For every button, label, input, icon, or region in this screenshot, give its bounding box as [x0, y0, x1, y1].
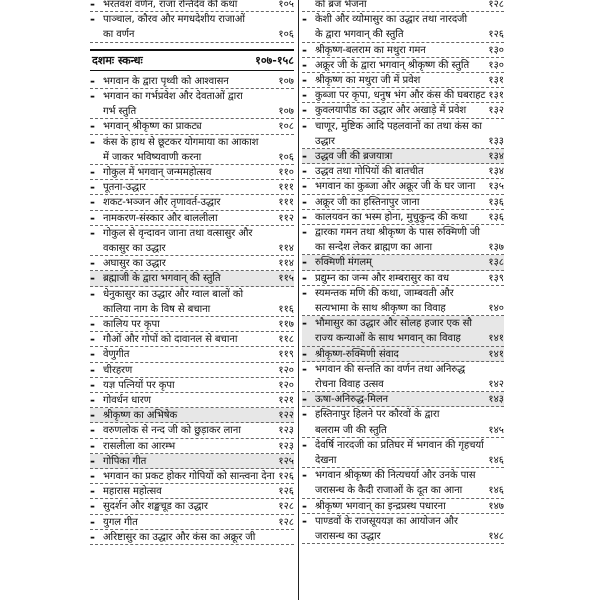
toc-entry-title: राज्य कन्याओं के साथ भगवान् का विवाह — [315, 333, 461, 345]
toc-entry[interactable] — [90, 195, 294, 210]
toc-entry-title: भगवान का प्रकट होकर गोपियों को सान्त्वना देना — [103, 471, 275, 482]
toc-entry-title: अरिष्टासुर का उद्धार और कंस का अक्रूर जी — [103, 531, 256, 543]
toc-page-number: १४० — [488, 302, 504, 314]
toc-entry[interactable] — [90, 393, 294, 408]
bullet-dash: - — [302, 57, 307, 72]
toc-entry-title: गोकुल से वृन्दावन जाना तथा वत्सासुर और — [103, 227, 253, 239]
toc-entry-title: का सन्देश लेकर ब्राह्मण का आना — [315, 242, 432, 254]
section-rule-bottom — [90, 70, 294, 71]
toc-page-number: १२२ — [278, 410, 294, 422]
bullet-dash: - — [90, 195, 95, 210]
section-page-range: १०७-१५८ — [255, 53, 294, 67]
bullet-dash: - — [302, 88, 307, 103]
toc-entry-title: अक्रूर जी के द्वारा भगवान् श्रीकृष्ण की स्तुति — [315, 59, 470, 71]
bullet-dash: - — [302, 498, 307, 513]
toc-entry-title: रोचना विवाह उत्सव — [315, 378, 384, 390]
toc-page-number: १३४ — [488, 151, 504, 162]
bullet-dash: - — [90, 453, 95, 468]
toc-entry[interactable] — [90, 499, 294, 514]
bullet-dash: - — [90, 73, 95, 88]
bullet-dash: - — [90, 89, 95, 103]
toc-entry[interactable] — [302, 407, 504, 437]
toc-entry[interactable] — [302, 88, 504, 103]
toc-entry-title: रासलीला का आरम्भ — [103, 440, 176, 452]
toc-entry[interactable] — [90, 12, 294, 42]
toc-page-number: १४७ — [488, 500, 504, 512]
toc-page-number: १२५ — [278, 455, 294, 467]
bullet-dash: - — [302, 285, 307, 300]
bullet-dash: - — [302, 407, 307, 422]
toc-entry-title: देखना — [315, 454, 337, 466]
toc-entry-title: स्यमन्तक मणि की कथा, जाम्बवती और — [315, 287, 454, 299]
toc-entry-title: श्रीकृष्ण का अभिषेक — [103, 410, 178, 422]
toc-page-number: १२६ — [488, 29, 504, 41]
toc-page-number: १२८ — [278, 501, 294, 513]
toc-page-number: १३६ — [488, 196, 504, 208]
toc-page-number: १४२ — [488, 378, 504, 390]
toc-page-number: १०७ — [278, 75, 294, 87]
bullet-dash: - — [90, 317, 95, 331]
bullet-dash: - — [90, 393, 95, 407]
bullet-dash: - — [90, 529, 95, 544]
toc-entry-title: भगवान् श्रीकृष्ण का प्राकट्य — [103, 121, 202, 133]
bullet-dash: - — [90, 499, 95, 514]
toc-entry-title: चाणूर, मुष्टिक आदि पहलवानों का तथा कंस का — [315, 120, 482, 132]
toc-entry[interactable] — [90, 135, 294, 165]
toc-page-number: १४८ — [488, 530, 504, 542]
toc-entry[interactable] — [302, 392, 504, 407]
bullet-dash: - — [302, 118, 307, 133]
toc-entry[interactable] — [302, 362, 504, 392]
toc-page-number: १११ — [278, 182, 294, 194]
toc-entry[interactable] — [90, 165, 294, 180]
section-heading — [90, 53, 294, 68]
toc-entry[interactable] — [90, 378, 294, 393]
toc-page-number: १४६ — [488, 485, 504, 497]
toc-entry[interactable] — [302, 271, 504, 286]
bullet-dash: - — [302, 361, 307, 376]
toc-page-number: १३३ — [488, 135, 504, 147]
toc-page-number: १३१ — [488, 75, 504, 86]
toc-entry[interactable] — [90, 530, 294, 545]
entry-separator — [90, 544, 294, 546]
toc-entry-title: जरासन्ध का उद्धार — [315, 530, 381, 542]
bullet-dash: - — [302, 255, 307, 270]
toc-page-number: १३० — [488, 44, 504, 56]
toc-entry[interactable] — [90, 89, 294, 119]
bullet-dash: - — [302, 316, 307, 331]
bullet-dash: - — [90, 332, 95, 347]
bullet-dash: - — [302, 513, 307, 528]
toc-entry-title: श्रीकृष्ण का मथुरा जी में प्रवेश — [315, 75, 421, 86]
bullet-dash: - — [90, 438, 95, 453]
toc-entry-title: श्रीकृष्ण-रुक्मिणी संवाद — [315, 348, 399, 360]
bullet-dash: - — [302, 270, 307, 285]
toc-page-number: १४१ — [488, 348, 504, 360]
toc-entry-title: धेनुकासुर का उद्धार और ग्वाल बालों को — [103, 288, 244, 300]
toc-page-number: १४५ — [488, 424, 504, 436]
bullet-dash: - — [302, 392, 307, 407]
toc-entry-title: बलराम जी की स्तुति — [315, 424, 387, 436]
toc-entry-title: भगवान का गर्भप्रवेश और देवताओं द्वारा — [103, 91, 243, 102]
toc-page-number: ११५ — [278, 273, 294, 285]
bullet-dash: - — [90, 362, 95, 377]
toc-entry[interactable] — [302, 255, 504, 270]
toc-entry-title: गोवर्धन धारण — [103, 395, 151, 406]
toc-entry-title: कालिया नाग के विष से बचाना — [103, 303, 211, 315]
toc-page-number: १२३ — [278, 440, 294, 452]
bullet-dash: - — [90, 286, 95, 301]
toc-page-number: १२० — [278, 364, 294, 376]
toc-entry-title: केशी और व्योमासुर का उद्धार तथा नारदजी — [315, 14, 467, 26]
toc-entry-title: पूतना-उद्धार — [103, 182, 146, 194]
toc-entry-title: भगवान श्रीकृष्ण की नित्यचर्या और उनके पास — [315, 470, 476, 482]
toc-entry-title: सत्यभामा के साथ श्रीकृष्ण का विवाह — [315, 302, 446, 314]
toc-entry[interactable] — [302, 73, 504, 88]
toc-entry-title: प्रद्युम्न का जन्म और शम्बरासुर का वध — [315, 272, 449, 284]
toc-page-number: ११० — [278, 167, 294, 178]
toc-page-number: १११ — [278, 197, 294, 209]
toc-entry[interactable] — [302, 347, 504, 362]
toc-page-number: १२८ — [488, 0, 504, 10]
bullet-dash: - — [302, 437, 307, 452]
toc-entry-title: गोपिका गीत — [103, 455, 147, 467]
toc-entry[interactable] — [302, 514, 504, 544]
toc-entry[interactable] — [302, 210, 504, 225]
toc-entry[interactable] — [90, 423, 294, 438]
toc-page-number: १२० — [278, 379, 294, 391]
toc-entry[interactable] — [90, 211, 294, 226]
bullet-dash: - — [302, 468, 307, 483]
toc-page-number: ११७ — [278, 319, 294, 330]
bullet-dash: - — [302, 194, 307, 209]
toc-entry-title: कालिय पर कृपा — [103, 319, 160, 330]
toc-entry[interactable] — [90, 287, 294, 317]
toc-entry-title: हस्तिनापुर हिलने पर कौरवों के द्वारा — [315, 409, 440, 421]
toc-entry-title: भगवान के द्वारा पृथ्वी को आश्वासन — [103, 75, 229, 87]
bullet-dash: - — [302, 12, 307, 27]
toc-page-number: ११४ — [278, 258, 294, 270]
toc-page-number: १२६ — [278, 471, 294, 482]
toc-entry-title: ऊषा-अनिरुद्ध-मिलन — [315, 394, 388, 406]
bullet-dash: - — [90, 119, 95, 134]
toc-entry-title: यज्ञ पत्नियों पर कृपा — [103, 379, 175, 391]
toc-entry[interactable] — [302, 499, 504, 514]
toc-entry-title: रुक्मिणी मंगलम् — [315, 257, 372, 269]
toc-entry[interactable] — [302, 195, 504, 210]
toc-entry[interactable] — [90, 271, 294, 286]
bullet-dash: - — [90, 347, 95, 362]
toc-entry-title: कंस के हाथ से छूटकर योगमाया का आकाश — [103, 136, 259, 148]
bullet-dash: - — [90, 165, 95, 179]
toc-entry-title: भगवान का कुब्जा और अक्रूर जी के घर जाना — [315, 181, 476, 193]
toc-page-number: ११२ — [278, 212, 294, 224]
toc-entry-title: श्रीकृष्ण भगवान् का इन्द्रप्रस्थ पधारना — [315, 500, 446, 512]
bullet-dash: - — [90, 0, 95, 11]
toc-entry[interactable] — [302, 149, 504, 164]
toc-entry-title: के द्वारा भगवान् की स्तुति — [315, 29, 404, 41]
column-divider — [298, 0, 299, 600]
toc-page-number: १३६ — [488, 211, 504, 223]
toc-page-number: १३८ — [488, 257, 504, 269]
toc-entry-title: पाण्डवों के राजसूययज्ञ का आयोजन और — [315, 515, 458, 527]
toc-entry[interactable] — [302, 58, 504, 73]
bullet-dash: - — [302, 225, 307, 239]
toc-entry[interactable] — [90, 347, 294, 362]
toc-entry-title: वरुणलोक से नन्द जी को छुड़ाकर लाना — [103, 425, 241, 437]
toc-entry[interactable] — [302, 316, 504, 346]
bullet-dash: - — [90, 484, 95, 499]
section-title: दशमः स्कन्धः — [92, 53, 143, 67]
entry-separator — [302, 543, 504, 545]
bullet-dash: - — [302, 42, 307, 57]
toc-entry[interactable] — [90, 439, 294, 454]
toc-entry-title: भरतवंश वर्णन, राजा रन्तिदेव की कथा — [103, 0, 238, 10]
toc-entry[interactable] — [302, 225, 504, 255]
toc-entry-title: द्वारका गमन तथा श्रीकृष्ण के पास रुक्मिणी जी — [315, 227, 480, 238]
toc-entry-title: अक्रूर जी का हस्तिनापुर जाना — [315, 196, 420, 208]
toc-page-number: ११९ — [278, 349, 294, 361]
toc-entry-title: को ब्रज भेजना — [315, 0, 367, 10]
toc-page-number: १०७ — [278, 106, 294, 118]
toc-entry-title: का वर्णन — [103, 29, 135, 41]
section-rule-top — [90, 49, 294, 51]
toc-entry-title: वेणुगीत — [103, 349, 130, 361]
toc-entry[interactable] — [302, 164, 504, 179]
toc-page-number: १२८ — [278, 516, 294, 528]
toc-page-number: १३० — [488, 59, 504, 71]
bullet-dash: - — [90, 423, 95, 438]
toc-entry-title: ब्रह्माजी के द्वारा भगवान् की स्तुति — [103, 273, 221, 285]
toc-page-number: १३४ — [488, 166, 504, 178]
toc-entry[interactable] — [90, 317, 294, 332]
bullet-dash: - — [302, 179, 307, 194]
toc-entry-title: भौमासुर का उद्धार और सोलह हजार एक सौ — [315, 318, 472, 330]
toc-entry[interactable] — [90, 119, 294, 134]
toc-entry-title: जरासन्ध के कैदी राजाओं के दूत का आना — [315, 485, 463, 497]
bullet-dash: - — [302, 209, 307, 224]
toc-entry[interactable] — [90, 515, 294, 530]
bullet-dash: - — [90, 469, 95, 483]
toc-entry-title: सुदर्शन और शङ्खचूड का उद्धार — [103, 501, 208, 513]
bullet-dash: - — [90, 180, 95, 195]
toc-entry[interactable] — [90, 332, 294, 347]
toc-page-number: १०६ — [278, 151, 294, 163]
toc-entry[interactable] — [90, 180, 294, 195]
toc-entry[interactable] — [302, 179, 504, 194]
bullet-dash: - — [302, 73, 307, 87]
toc-entry-title: उद्धार — [315, 135, 335, 147]
toc-entry-title: कालयवन का भस्म होना, मुचुकुन्द की कथा — [315, 211, 468, 223]
bullet-dash: - — [90, 271, 95, 286]
toc-page-number: १२६ — [278, 486, 294, 498]
toc-entry-title: देवर्षि नारदजी का प्रतिघर में भगवान की गृहचर्या — [315, 439, 484, 451]
bullet-dash: - — [302, 149, 307, 163]
toc-entry-title: चीरहरण — [103, 364, 133, 376]
toc-entry[interactable] — [302, 43, 504, 58]
toc-entry-title: नामकरण-संस्कार और बाललीला — [103, 212, 218, 224]
bullet-dash: - — [90, 256, 95, 271]
toc-entry-title: भगवान की सन्तति का वर्णन तथा अनिरुद्ध — [315, 363, 466, 375]
toc-page-number: ११८ — [278, 334, 294, 346]
toc-entry-title: गौओं और गोपों को दावानल से बचाना — [103, 334, 238, 346]
toc-entry[interactable] — [302, 103, 504, 118]
toc-entry-title: कुब्जा पर कृपा, धनुष भंग और कंस की घबराहट — [315, 90, 486, 102]
toc-page-number: ११४ — [278, 242, 294, 254]
toc-page-number: १०५ — [278, 0, 294, 10]
toc-entry[interactable] — [90, 74, 294, 89]
toc-entry-title: उद्धव तथा गोपियों की बातचीत — [315, 166, 424, 178]
toc-entry-title: महारास महोत्सव — [103, 486, 162, 498]
toc-entry[interactable] — [90, 363, 294, 378]
toc-entry-title: वकासुर का उद्धार — [103, 242, 166, 254]
toc-page-number: १४१ — [488, 333, 504, 345]
bullet-dash: - — [90, 12, 95, 27]
toc-entry-title: श्रीकृष्ण-बलराम का मथुरा गमन — [315, 44, 426, 56]
toc-page-number: १३९ — [488, 272, 504, 284]
toc-entry-title: अघासुर का उद्धार — [103, 258, 166, 270]
toc-entry[interactable] — [302, 12, 504, 42]
bullet-dash: - — [302, 164, 307, 179]
bullet-dash: - — [90, 210, 95, 225]
toc-entry-title: युगल गीत — [103, 516, 138, 528]
toc-entry[interactable] — [90, 469, 294, 484]
toc-page-number: ११६ — [278, 303, 294, 315]
toc-entry-title: पाञ्चाल, कौरव और मगधदेशीय राजाओं — [103, 14, 245, 26]
toc-entry-title: शकट-भञ्जन और तृणावर्त-उद्धार — [103, 197, 221, 209]
toc-entry-title: गोकुल में भगवान् जन्ममहोत्सव — [103, 167, 212, 178]
bullet-dash: - — [90, 514, 95, 529]
bullet-dash: - — [90, 377, 95, 392]
toc-entry[interactable] — [90, 256, 294, 271]
toc-entry[interactable] — [302, 438, 504, 468]
toc-entry[interactable] — [302, 286, 504, 316]
toc-page-number: १०८ — [278, 121, 294, 133]
toc-entry-title: में जाकर भविष्यवाणी करना — [103, 151, 202, 163]
toc-page-number: १३५ — [488, 181, 504, 193]
bullet-dash: - — [302, 103, 307, 118]
bullet-dash: - — [90, 408, 95, 423]
toc-entry[interactable] — [90, 484, 294, 499]
toc-page-number: १३१ — [488, 90, 504, 102]
toc-page-number: १३२ — [488, 105, 504, 117]
toc-page-number: १४३ — [488, 394, 504, 406]
toc-entry[interactable] — [90, 454, 294, 469]
bullet-dash: - — [302, 346, 307, 361]
toc-entry-title: गर्भ स्तुति — [103, 106, 137, 118]
toc-entry[interactable] — [302, 468, 504, 498]
toc-page-number: १०६ — [278, 29, 294, 41]
toc-entry-title: उद्धव जी की ब्रजयात्रा — [315, 151, 393, 162]
bullet-dash: - — [90, 134, 95, 149]
toc-page-number: १२३ — [278, 425, 294, 437]
toc-entry[interactable] — [90, 408, 294, 423]
bullet-dash: - — [90, 225, 95, 240]
entry-separator — [90, 42, 294, 44]
toc-entry[interactable] — [90, 226, 294, 256]
toc-page-number: १२१ — [278, 395, 294, 406]
toc-entry[interactable] — [302, 119, 504, 149]
toc-page-number: १३७ — [488, 242, 504, 254]
toc-page-number: १४६ — [488, 454, 504, 466]
toc-entry-title: कुवलयापीड का उद्धार और अखाड़े में प्रवेश — [315, 105, 467, 117]
